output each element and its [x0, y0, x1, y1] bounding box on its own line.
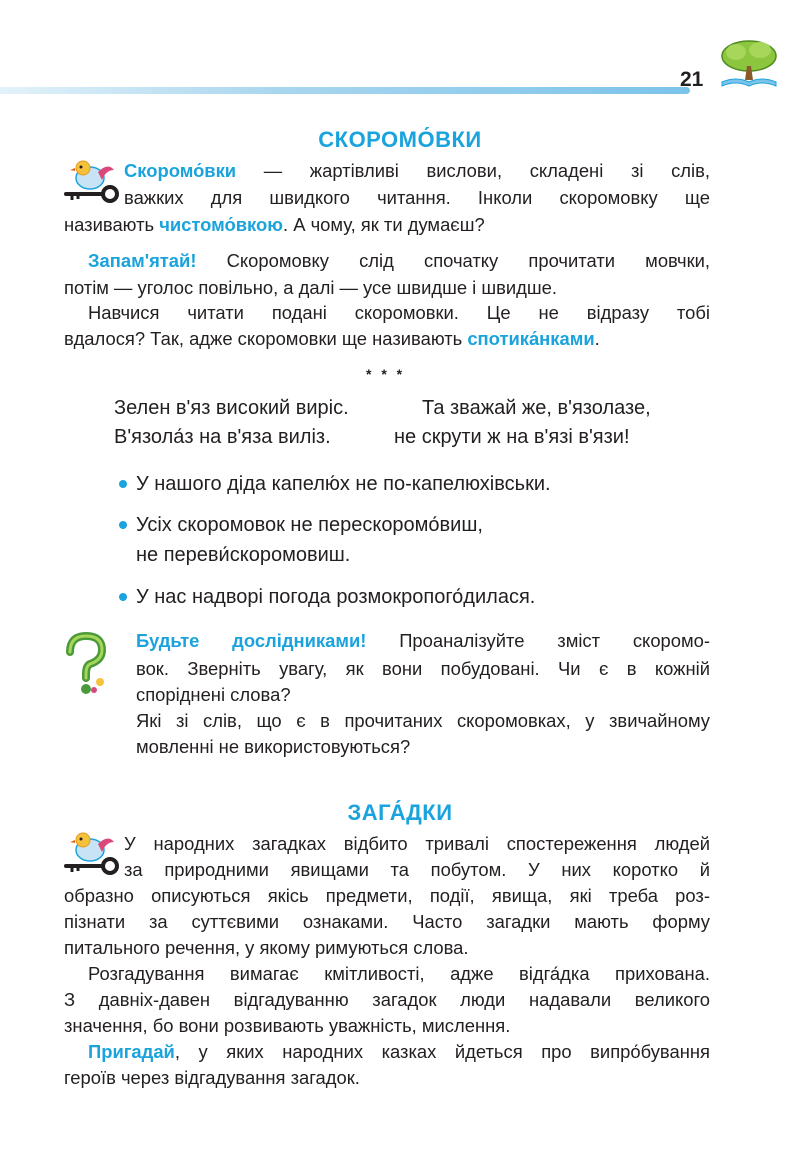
bullet-item-1: У нашого діда капелю́х не по-капелюхівськи.: [136, 473, 551, 495]
bullet-dot: [119, 480, 127, 488]
verse-separator: * * *: [366, 366, 406, 382]
section-title-riddles: ЗАГА́ДКИ: [347, 800, 453, 825]
bullet-item-2-line-2: не переви́скоромовиш.: [136, 544, 351, 566]
research-label: Будьте дослідниками!: [136, 630, 367, 651]
page-number: 21: [680, 68, 704, 91]
bullet-item-2-line-1: Усіх скоромовок не перескоромо́виш,: [136, 514, 483, 536]
verse-left-line-1: Зелен в'яз високий виріс.: [114, 397, 349, 419]
verse-right-line-2: не скрути ж на в'язі в'язи!: [394, 426, 630, 448]
verse-right-line-1: Та зважай же, в'язолазе,: [422, 397, 651, 419]
term-chystomovka: чистомо́вкою: [159, 214, 283, 235]
header-rule: [0, 87, 690, 94]
remember-label: Запам'ятай!: [88, 250, 197, 271]
bullet-dot: [119, 521, 127, 529]
bird-on-key-icon: [62, 828, 124, 876]
bullet-item-3: У нас надворі погода розмокропого́дилася.: [136, 586, 536, 608]
term-tongue-twisters: Скоромо́вки: [124, 160, 237, 181]
verse-left-line-2: В'язола́з на в'яза виліз.: [114, 426, 331, 448]
term-spotykanky: спотика́нками: [467, 328, 595, 349]
bird-on-key-icon: [62, 156, 124, 204]
section-title-tongue-twisters: СКОРОМО́ВКИ: [318, 127, 482, 152]
bullet-dot: [119, 593, 127, 601]
tree-book-icon: [718, 38, 780, 90]
question-mark-icon: [60, 632, 112, 698]
textbook-page: 21 СКОРОМО́ВКИ Скоромо́вки — жартівливі вислови, складені зі слів, важких для швидкого читання. Інколи скоромовку ще називають чистомо́вкою. А чому, як ти думаєш? Запам'ятай! Скоромовку слід спочатку прочитати мовчки, потім — уголос повільно, а далі — усе швидше і швидше. Навчися читати подані скоромовки. Це не відразу тобі вдалося? Так, адже скоромовки ще називають спотика́нками. * * * Зелен в'яз високий виріс. В'язола́з на в'яза виліз. Та зважай же, в'язолазе, не скрути ж на в'язі в'язи! У нашого діда капелю́х не по-капелюхівськи. Усіх скоромовок не перескоромо́виш, не переви́скоромовиш. У нас надворі погода розмокропого́дилася. Будьте дослідниками! Проаналізуйте зміст скоромо- вок. Зверніть увагу, як вони побудовані. Чи є в кожній споріднені слова? Які зі слів, що є в прочитаних скоромовках, у звичайному мовленні не використовуються? ЗАГА́ДКИ У народних загадках відбито тривалі спостереження людей за природними явищами та побутом. У них коротко й образно описуються якісь предмети, події, явища, які треба роз- пізнати за суттєвими ознаками. Часто загадки мають форму питального речення, у якому римуються слова. Розгадування вимагає кмітливості, адже відга́дка прихована. З давніх-давен відгадуванню загадок люди надавали великого значення, бо вони розвивають уважність, мислення. Пригадай, у яких народних казках йдеться про випро́бування героїв через відгадування загадок.: [0, 0, 800, 1174]
recall-label: Пригадай: [88, 1041, 175, 1062]
